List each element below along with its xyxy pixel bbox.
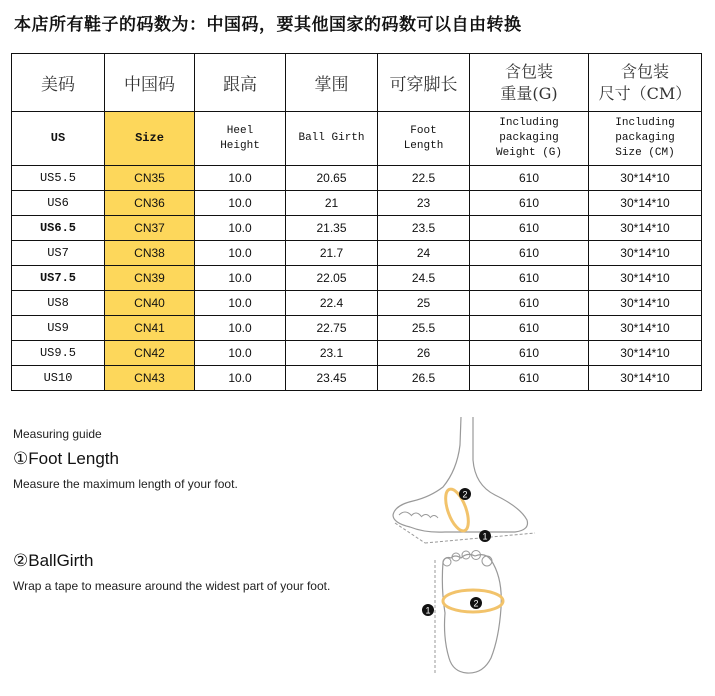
cell-ball: 21	[286, 191, 378, 216]
cell-ball: 22.4	[286, 291, 378, 316]
cell-size: 30*14*10	[589, 166, 702, 191]
cell-us: US8	[12, 291, 105, 316]
cell-heel: 10.0	[195, 166, 286, 191]
cell-foot: 25	[378, 291, 470, 316]
cell-ball: 23.1	[286, 341, 378, 366]
cell-us: US6	[12, 191, 105, 216]
cell-cn: CN38	[105, 241, 195, 266]
cell-weight: 610	[470, 166, 589, 191]
cell-heel: 10.0	[195, 216, 286, 241]
cell-heel: 10.0	[195, 266, 286, 291]
marker-one-label-bottom: 1	[425, 605, 431, 616]
cell-foot: 25.5	[378, 316, 470, 341]
cell-weight: 610	[470, 216, 589, 241]
header-en-cell: Heel Height	[195, 112, 286, 166]
header-cn-cell: 掌围	[286, 54, 378, 112]
cell-weight: 610	[470, 241, 589, 266]
table-row	[12, 291, 702, 316]
size-chart-table	[11, 53, 702, 391]
cell-foot: 22.5	[378, 166, 470, 191]
cell-foot: 23	[378, 191, 470, 216]
table-row	[12, 316, 702, 341]
cell-size: 30*14*10	[589, 241, 702, 266]
cell-us: US9	[12, 316, 105, 341]
foot-length-description: Measure the maximum length of your foot.	[13, 477, 238, 491]
foot-sole-illustration	[415, 548, 520, 678]
cell-ball: 22.75	[286, 316, 378, 341]
measuring-guide-heading: Measuring guide	[13, 427, 102, 441]
table-row	[12, 366, 702, 391]
cell-size: 30*14*10	[589, 291, 702, 316]
cell-heel: 10.0	[195, 316, 286, 341]
cell-us: US9.5	[12, 341, 105, 366]
cell-size: 30*14*10	[589, 316, 702, 341]
header-en-cell: Including packaging Size (CM)	[589, 112, 702, 166]
cell-foot: 24.5	[378, 266, 470, 291]
header-cn-cell: 可穿脚长	[378, 54, 470, 112]
header-cn-cell: 跟高	[195, 54, 286, 112]
table-row	[12, 341, 702, 366]
cell-size: 30*14*10	[589, 366, 702, 391]
cell-heel: 10.0	[195, 241, 286, 266]
header-row-chinese	[12, 54, 702, 112]
cell-foot: 24	[378, 241, 470, 266]
cell-us: US6.5	[12, 216, 105, 241]
table-row	[12, 241, 702, 266]
cell-us: US7	[12, 241, 105, 266]
header-en-cell: Size	[105, 112, 195, 166]
header-cn-cell: 美码	[12, 54, 105, 112]
cell-us: US7.5	[12, 266, 105, 291]
foot-side-illustration	[385, 415, 545, 550]
cell-cn: CN35	[105, 166, 195, 191]
cell-weight: 610	[470, 191, 589, 216]
cell-cn: CN41	[105, 316, 195, 341]
cell-heel: 10.0	[195, 191, 286, 216]
cell-size: 30*14*10	[589, 341, 702, 366]
table-row	[12, 166, 702, 191]
cell-ball: 20.65	[286, 166, 378, 191]
cell-foot: 23.5	[378, 216, 470, 241]
cell-heel: 10.0	[195, 291, 286, 316]
cell-heel: 10.0	[195, 366, 286, 391]
ball-girth-description: Wrap a tape to measure around the widest part of your foot.	[13, 579, 331, 593]
cell-us: US5.5	[12, 166, 105, 191]
page-title: 本店所有鞋子的码数为：中国码，要其他国家的码数可以自由转换	[14, 15, 522, 35]
cell-ball: 23.45	[286, 366, 378, 391]
cell-size: 30*14*10	[589, 216, 702, 241]
cell-cn: CN43	[105, 366, 195, 391]
cell-ball: 21.35	[286, 216, 378, 241]
cell-weight: 610	[470, 266, 589, 291]
ball-girth-title: ②BallGirth	[13, 551, 94, 570]
cell-weight: 610	[470, 291, 589, 316]
cell-cn: CN40	[105, 291, 195, 316]
header-en-cell: Including packaging Weight (G)	[470, 112, 589, 166]
cell-cn: CN37	[105, 216, 195, 241]
header-en-cell: US	[12, 112, 105, 166]
table-row	[12, 266, 702, 291]
cell-weight: 610	[470, 366, 589, 391]
marker-two-label: 2	[462, 489, 468, 500]
foot-length-title: ①Foot Length	[13, 449, 119, 468]
cell-foot: 26	[378, 341, 470, 366]
cell-ball: 21.7	[286, 241, 378, 266]
cell-cn: CN42	[105, 341, 195, 366]
cell-us: US10	[12, 366, 105, 391]
header-cn-cell: 中国码	[105, 54, 195, 112]
header-en-cell: Foot Length	[378, 112, 470, 166]
header-en-cell: Ball Girth	[286, 112, 378, 166]
header-cn-cell: 含包装 尺寸（CM）	[589, 54, 702, 112]
table-row	[12, 191, 702, 216]
header-cn-cell: 含包装 重量(G)	[470, 54, 589, 112]
table-row	[12, 216, 702, 241]
marker-two-label-bottom: 2	[473, 598, 479, 609]
cell-size: 30*14*10	[589, 191, 702, 216]
marker-one-label: 1	[482, 531, 488, 542]
cell-size: 30*14*10	[589, 266, 702, 291]
cell-ball: 22.05	[286, 266, 378, 291]
cell-cn: CN36	[105, 191, 195, 216]
cell-cn: CN39	[105, 266, 195, 291]
cell-weight: 610	[470, 316, 589, 341]
cell-heel: 10.0	[195, 341, 286, 366]
header-row-english	[12, 112, 702, 166]
cell-foot: 26.5	[378, 366, 470, 391]
cell-weight: 610	[470, 341, 589, 366]
